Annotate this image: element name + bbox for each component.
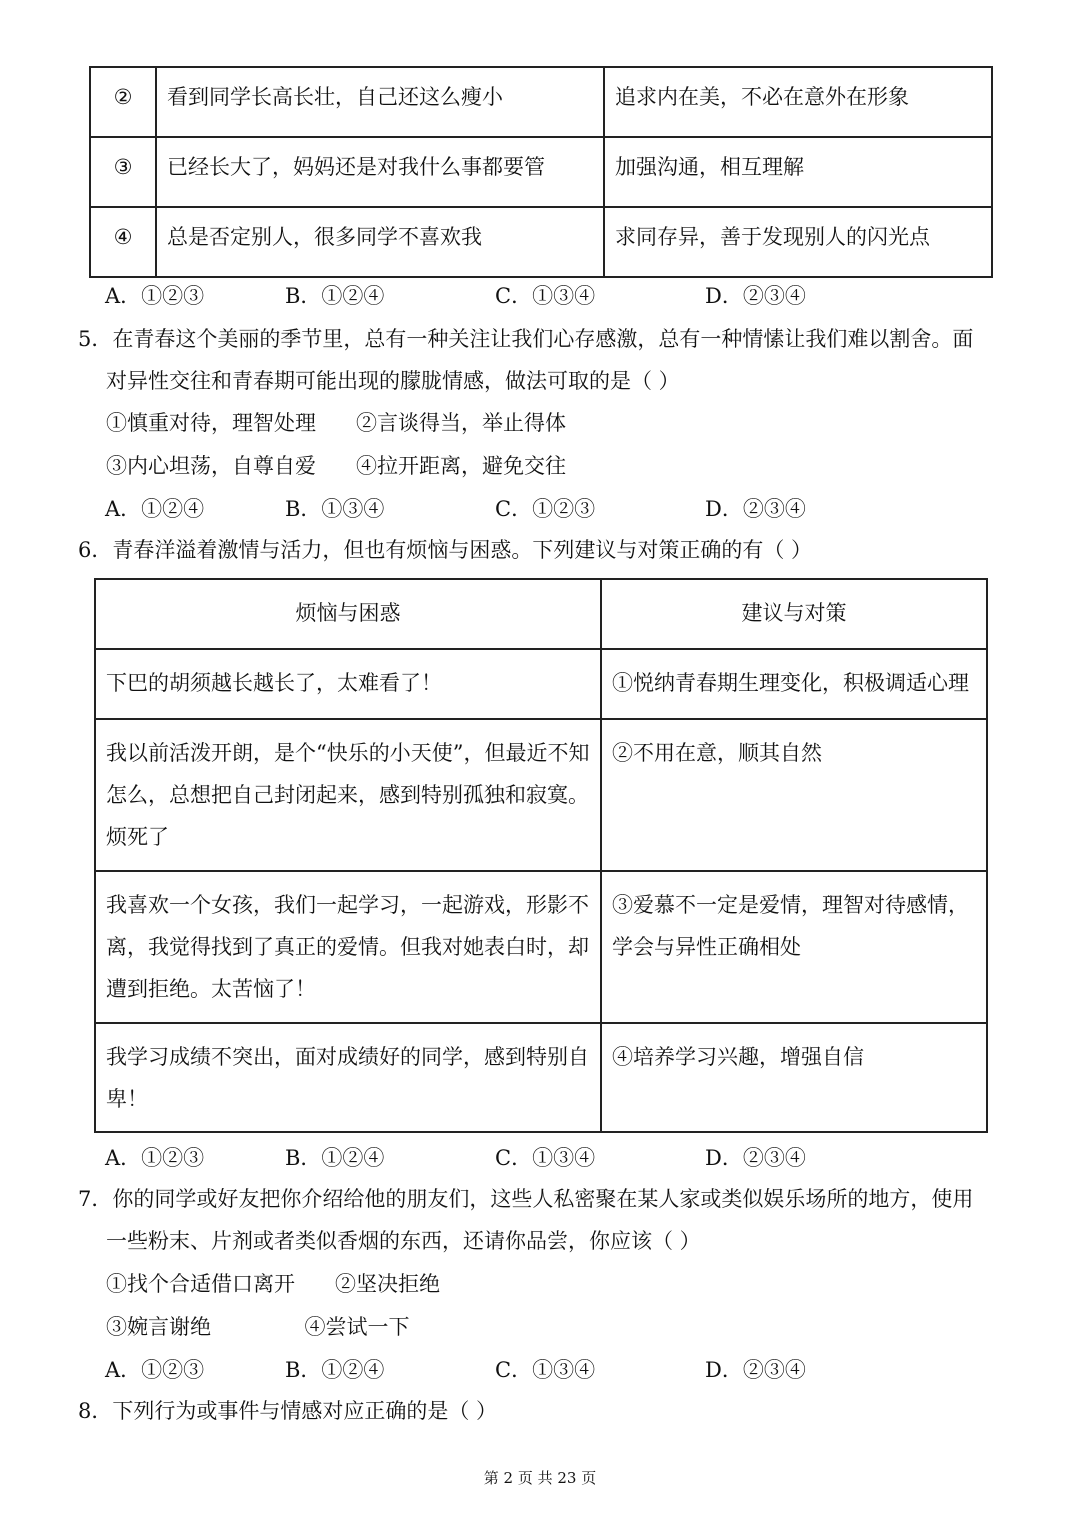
q5-items-line2: ③内心坦荡，自尊自爱 ④拉开距离，避免交往	[106, 454, 567, 478]
q5-option-d[interactable]: D．②③④	[705, 497, 806, 521]
advice-cell: ②不用在意，顺其自然	[601, 719, 987, 871]
q7-option-b[interactable]: B．①②④	[285, 1358, 385, 1382]
q5-option-c[interactable]: C．①②③	[495, 497, 596, 521]
q8-stem: 8．下列行为或事件与情感对应正确的是（ ）	[78, 1399, 498, 1423]
table-row	[95, 649, 987, 719]
table-row	[90, 207, 992, 277]
q7-stem-line2: 一些粉末、片剂或者类似香烟的东西，还请你品尝，你应该（ ）	[106, 1229, 701, 1253]
trouble-cell: 下巴的胡须越长越长了，太难看了！	[95, 649, 601, 719]
table-row	[95, 1023, 987, 1132]
q6-stem: 6．青春洋溢着激情与活力，但也有烦恼与困惑。下列建议与对策正确的有（ ）	[78, 538, 813, 562]
q6-option-b[interactable]: B．①②④	[285, 1146, 385, 1170]
table-row	[95, 871, 987, 1023]
q5-option-a[interactable]: A．①②④	[105, 497, 205, 521]
q4-option-d[interactable]: D．②③④	[705, 284, 806, 308]
table-row	[90, 137, 992, 207]
q7-items-line1: ①找个合适借口离开 ②坚决拒绝	[106, 1272, 441, 1296]
q7-option-d[interactable]: D．②③④	[705, 1358, 806, 1382]
table-header-row	[95, 579, 987, 649]
trouble-cell: 我以前活泼开朗，是个“快乐的小天使”，但最近不知怎么，总想把自己封闭起来，感到特别孤独和寂寞。烦死了	[95, 719, 601, 871]
q5-option-b[interactable]: B．①③④	[285, 497, 385, 521]
row-number: ③	[90, 137, 156, 207]
row-number: ②	[90, 67, 156, 137]
header-trouble: 烦恼与困惑	[95, 579, 601, 649]
q4-option-b[interactable]: B．①②④	[285, 284, 385, 308]
q6-option-c[interactable]: C．①③④	[495, 1146, 596, 1170]
trouble-cell: 已经长大了，妈妈还是对我什么事都要管	[156, 137, 604, 207]
q7-option-c[interactable]: C．①③④	[495, 1358, 596, 1382]
q7-stem-line1: 7．你的同学或好友把你介绍给他的朋友们，这些人私密聚在某人家或类似娱乐场所的地方，使用	[78, 1187, 974, 1211]
q7-items-line2: ③婉言谢绝 ④尝试一下	[106, 1315, 410, 1339]
advice-cell: 追求内在美，不必在意外在形象	[604, 67, 992, 137]
advice-cell: ①悦纳青春期生理变化，积极调适心理	[601, 649, 987, 719]
trouble-cell: 看到同学长高长壮，自己还这么瘦小	[156, 67, 604, 137]
advice-cell: 求同存异，善于发现别人的闪光点	[604, 207, 992, 277]
q6-option-a[interactable]: A．①②③	[105, 1146, 205, 1170]
trouble-cell: 总是否定别人，很多同学不喜欢我	[156, 207, 604, 277]
q5-stem-line1: 5．在青春这个美丽的季节里，总有一种关注让我们心存感激，总有一种情愫让我们难以割舍。面	[78, 327, 974, 351]
row-number: ④	[90, 207, 156, 277]
q4-table	[89, 66, 993, 278]
page-footer: 第 2 页 共 23 页	[483, 1469, 597, 1487]
table-row	[90, 67, 992, 137]
q6-table	[94, 578, 988, 1133]
trouble-cell: 我学习成绩不突出，面对成绩好的同学，感到特别自卑！	[95, 1023, 601, 1132]
header-advice: 建议与对策	[601, 579, 987, 649]
q5-items-line1: ①慎重对待，理智处理 ②言谈得当，举止得体	[106, 411, 567, 435]
q7-option-a[interactable]: A．①②③	[105, 1358, 205, 1382]
table-row	[95, 719, 987, 871]
advice-cell: ④培养学习兴趣，增强自信	[601, 1023, 987, 1132]
advice-cell: ③爱慕不一定是爱情，理智对待感情，学会与异性正确相处	[601, 871, 987, 1023]
q6-option-d[interactable]: D．②③④	[705, 1146, 806, 1170]
trouble-cell: 我喜欢一个女孩，我们一起学习，一起游戏，形影不离，我觉得找到了真正的爱情。但我对她表白时，却遭到拒绝。太苦恼了！	[95, 871, 601, 1023]
q4-option-a[interactable]: A．①②③	[105, 284, 205, 308]
q4-option-c[interactable]: C．①③④	[495, 284, 596, 308]
advice-cell: 加强沟通，相互理解	[604, 137, 992, 207]
q5-stem-line2: 对异性交往和青春期可能出现的朦胧情感，做法可取的是（ ）	[106, 369, 680, 393]
